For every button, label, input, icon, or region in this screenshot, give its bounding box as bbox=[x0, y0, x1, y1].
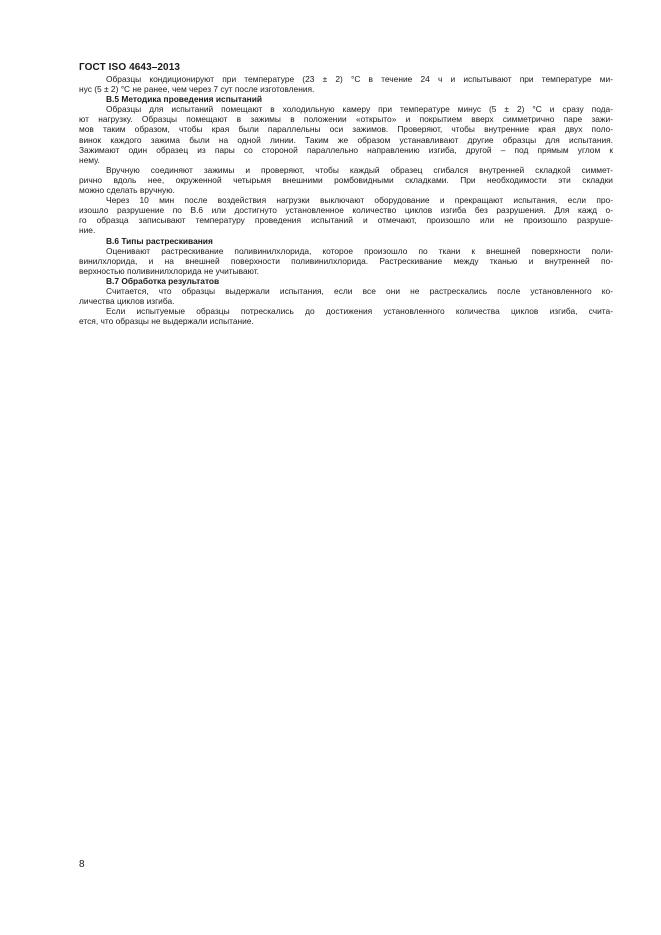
text-line: ется, что образцы не выдержали испытание. bbox=[79, 316, 254, 327]
document-body bbox=[79, 74, 613, 326]
text-line: Образцы для испытаний помещают в холодильную камеру при температуре минус (5 ± 2) °С и сразу пода- bbox=[106, 104, 613, 115]
text-line: изошло разрушение по B.6 или достигнуто установленное количество циклов изгиба без разрушения. Для кажд о- bbox=[79, 205, 613, 216]
text-line: винилхлорида, и на внешней поверхности поливинилхлорида. Растрескивание между тканью и внутренней по- bbox=[79, 255, 613, 266]
text-line: Вручную соединяют зажимы и проверяют, чтобы каждый образец сгибался внутренней складкой симмет- bbox=[106, 164, 613, 175]
paragraph bbox=[79, 286, 613, 306]
text-line: верхностью поливинилхлорида не учитывают. bbox=[79, 265, 260, 276]
text-line: нус (5 ± 2) °С не ранее, чем через 7 сут после изготовления. bbox=[79, 84, 315, 95]
paragraph bbox=[79, 165, 613, 195]
text-line: го образца записывают температуру проведения испытаний и отмечают, произошло или не произошло разруше- bbox=[79, 215, 613, 226]
text-line: винок каждого зажима были на одной линии. Таким же образом устанавливают другие образцы для испытания. bbox=[79, 134, 613, 145]
text-line: Считается, что образцы выдержали испытания, если все они не растрескались после установленного ко- bbox=[106, 285, 613, 296]
section-heading: B.7 Обработка результатов bbox=[106, 275, 220, 286]
text-line: Если испытуемые образцы потрескались до достижения установленного количества циклов изгиба, счита- bbox=[106, 306, 613, 317]
text-line: Образцы кондиционируют при температуре (23 ± 2) °С в течение 24 ч и испытывают при температуре ми- bbox=[106, 74, 613, 84]
paragraph bbox=[79, 306, 613, 326]
text-line: Зажимают один образец из пары со стороной параллельно направлению изгиба, другой – под прямым углом к bbox=[79, 144, 613, 155]
section-heading: B.6 Типы растрескивания bbox=[106, 235, 213, 246]
text-line: можно сделать вручную. bbox=[79, 185, 175, 196]
paragraph bbox=[79, 195, 613, 235]
text-line: ют нагрузку. Образцы помещают в зажимы в положении «открыто» и покрытием вверх симметрично паре зажи- bbox=[79, 114, 613, 125]
text-line: рично вдоль нее, окруженной четырьмя внешними ромбовидными складками. При необходимости эти складки bbox=[79, 174, 613, 185]
text-line: Через 10 мин после воздействия нагрузки выключают оборудование и прекращают испытания, если про- bbox=[106, 195, 613, 206]
text-line: нему. bbox=[79, 154, 100, 165]
standard-code-header: ГОСТ ISO 4643–2013 bbox=[79, 62, 181, 73]
text-line: Оценивают растрескивание поливинилхлорида, которое произошло по ткани к внешней поверхности поли- bbox=[106, 245, 613, 256]
text-line: личества циклов изгиба. bbox=[79, 296, 175, 307]
page-number: 8 bbox=[79, 859, 85, 870]
paragraph bbox=[79, 74, 613, 94]
section-heading: B.5 Методика проведения испытаний bbox=[106, 94, 263, 105]
text-line: мов таким образом, чтобы края были параллельны оси зажимов. Проверяют, чтобы внутренние края двух поло- bbox=[79, 124, 613, 135]
text-line: ние. bbox=[79, 225, 96, 236]
paragraph bbox=[79, 104, 613, 165]
paragraph bbox=[79, 246, 613, 276]
